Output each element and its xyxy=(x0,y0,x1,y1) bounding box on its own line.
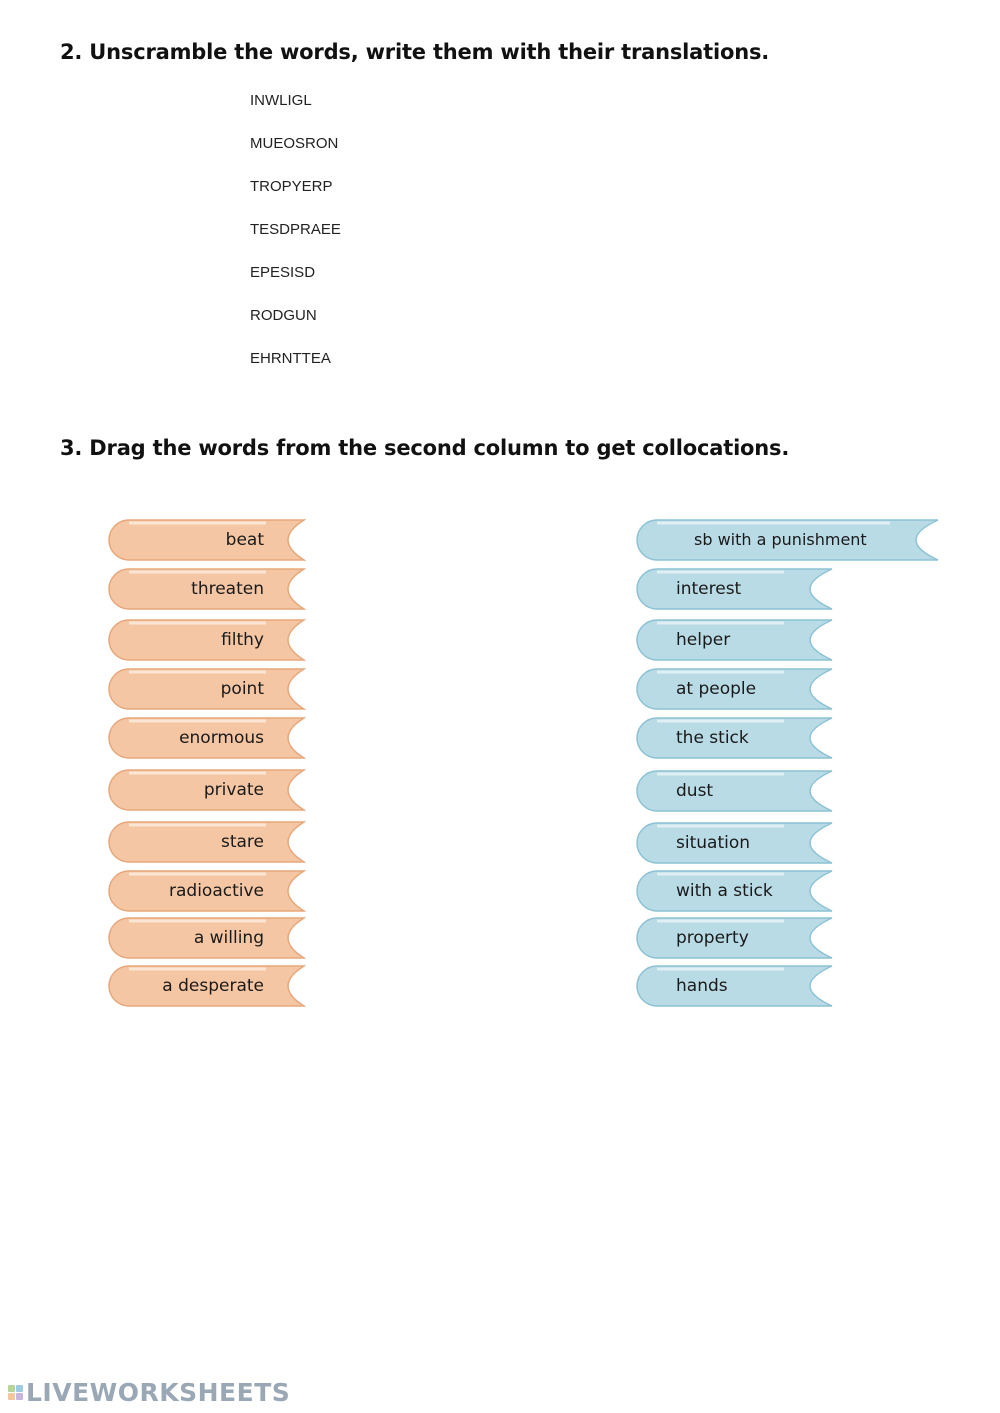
tag-label: private xyxy=(203,780,264,800)
right-tag-helper[interactable] xyxy=(636,619,834,661)
tag-shape xyxy=(636,770,834,812)
section-2-heading: 2. Unscramble the words, write them with their translations. xyxy=(60,40,770,64)
section-3-heading: 3. Drag the words from the second column to get collocations. xyxy=(60,436,790,460)
logo-icon xyxy=(8,1385,23,1400)
tag-label: situation xyxy=(676,833,751,853)
tag-label: filthy xyxy=(221,630,264,650)
right-tag-situation[interactable] xyxy=(636,822,834,864)
scrambled-word-1: INWLIGL xyxy=(250,92,312,109)
scrambled-word-4: TESDPRAEE xyxy=(250,221,341,238)
tag-label: sb with a punishment xyxy=(694,530,867,549)
right-tag-the-stick[interactable] xyxy=(636,717,834,759)
tag-label: point xyxy=(220,679,264,699)
right-tag-dust[interactable] xyxy=(636,770,834,812)
scrambled-word-7: EHRNTTEA xyxy=(250,350,331,367)
right-tag-sb-with-a-punishment[interactable] xyxy=(636,519,940,561)
tag-label: dust xyxy=(676,781,714,801)
tag-shape xyxy=(636,965,834,1007)
tag-label: the stick xyxy=(676,728,749,748)
tag-shape xyxy=(108,619,306,661)
left-tag-beat[interactable] xyxy=(108,519,306,561)
left-tag-threaten[interactable] xyxy=(108,568,306,610)
tag-label: property xyxy=(676,928,749,948)
left-tag-filthy[interactable] xyxy=(108,619,306,661)
left-tag-a-desperate[interactable] xyxy=(108,965,306,1007)
right-tag-property[interactable] xyxy=(636,917,834,959)
tag-label: interest xyxy=(676,579,742,599)
tag-label: radioactive xyxy=(169,881,264,901)
tag-shape xyxy=(636,619,834,661)
left-tag-point[interactable] xyxy=(108,668,306,710)
right-tag-at-people[interactable] xyxy=(636,668,834,710)
logo-text: LIVEWORKSHEETS xyxy=(26,1378,291,1407)
tag-label: a willing xyxy=(193,928,264,948)
right-tag-hands[interactable] xyxy=(636,965,834,1007)
tag-label: enormous xyxy=(179,728,264,748)
left-tag-radioactive[interactable] xyxy=(108,870,306,912)
tag-label: hands xyxy=(676,976,728,996)
tag-label: helper xyxy=(676,630,731,650)
right-tag-with-a-stick[interactable] xyxy=(636,870,834,912)
tag-label: with a stick xyxy=(676,881,773,901)
liveworksheets-logo xyxy=(8,1378,290,1407)
tag-label: stare xyxy=(220,832,264,852)
tag-shape xyxy=(108,519,306,561)
left-tag-private[interactable] xyxy=(108,769,306,811)
tag-shape xyxy=(108,821,306,863)
left-tag-enormous[interactable] xyxy=(108,717,306,759)
scrambled-word-5: EPESISD xyxy=(250,264,316,281)
tag-label: threaten xyxy=(191,579,264,599)
left-tag-a-willing[interactable] xyxy=(108,917,306,959)
scrambled-word-2: MUEOSRON xyxy=(250,135,339,152)
tag-shape xyxy=(108,668,306,710)
left-tag-stare[interactable] xyxy=(108,821,306,863)
scrambled-word-6: RODGUN xyxy=(250,307,317,324)
tag-label: at people xyxy=(676,679,757,699)
scrambled-word-3: TROPYERP xyxy=(250,178,333,195)
right-tag-interest[interactable] xyxy=(636,568,834,610)
tag-label: a desperate xyxy=(162,976,264,996)
tag-label: beat xyxy=(225,530,264,550)
